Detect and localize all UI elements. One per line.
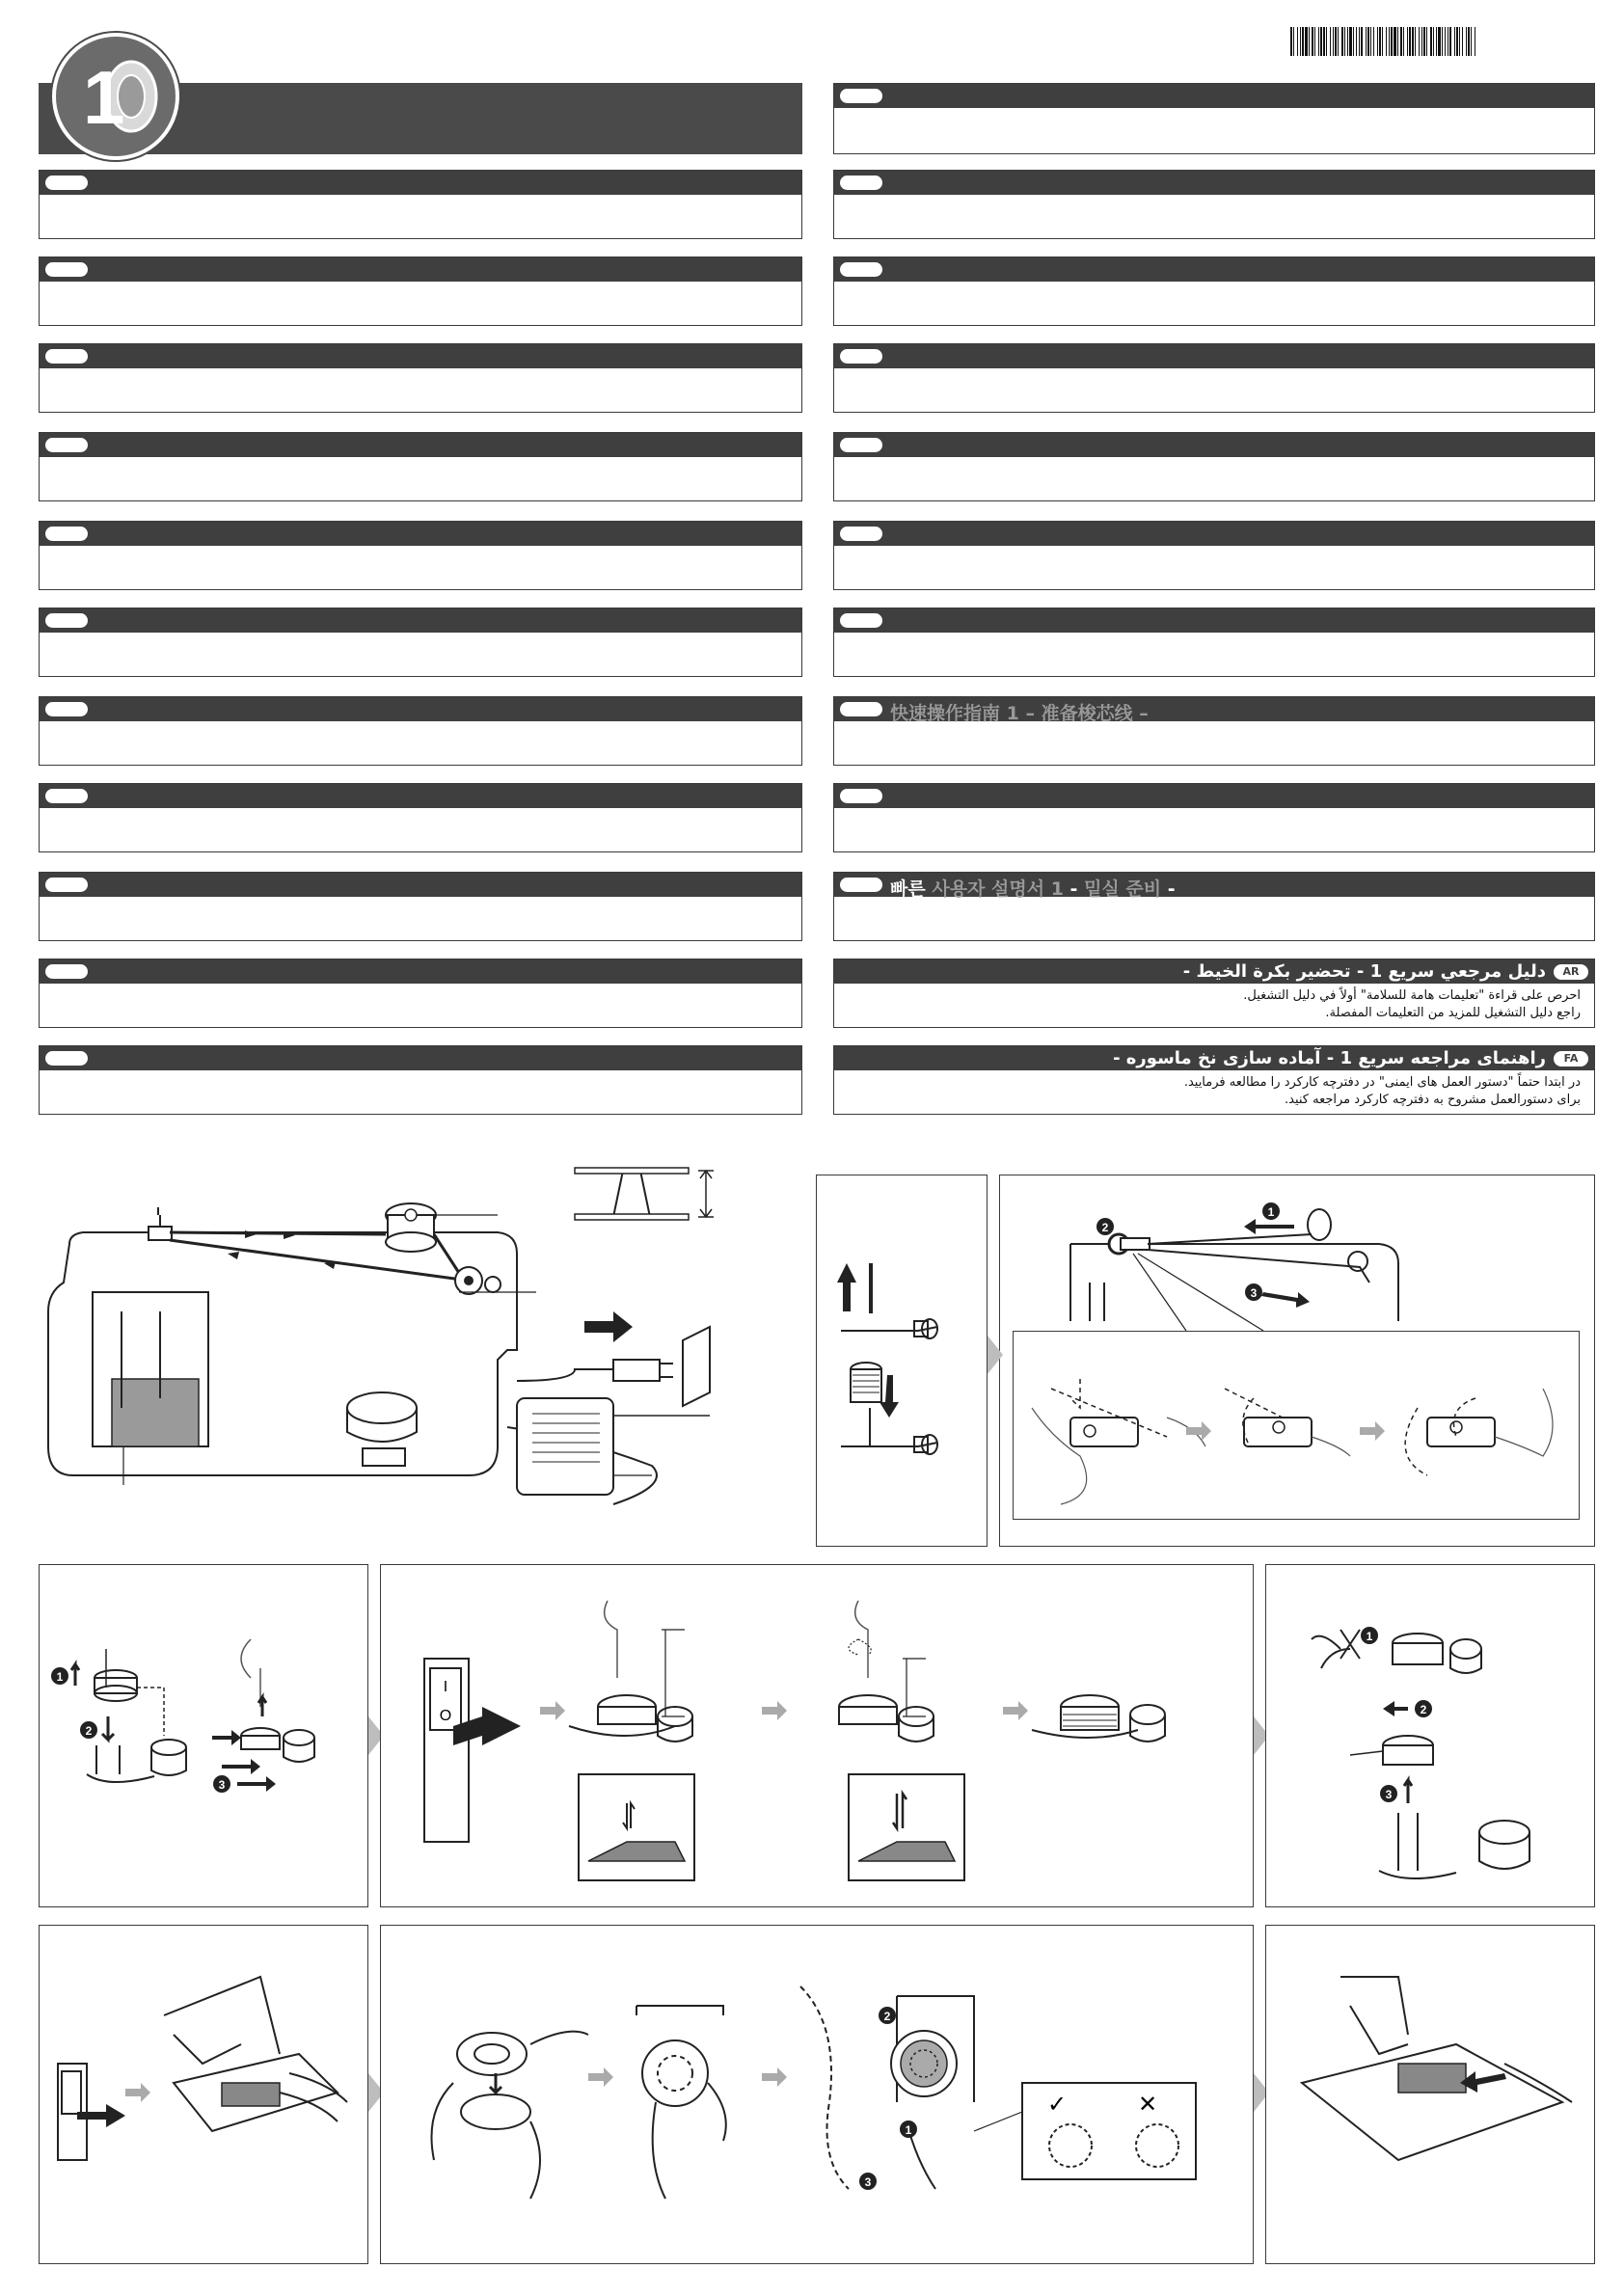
- svg-text:1: 1: [905, 2123, 912, 2137]
- fa-title: راهنمای مراجعه سریع 1 - آماده سازی نخ ماسوره -: [1113, 1048, 1546, 1068]
- step-badge-1: [900, 2120, 917, 2138]
- switch-off-symbol: O: [439, 1708, 452, 1724]
- spool-pin-illustration: [831, 1254, 976, 1466]
- lang-block-left-1: [39, 170, 802, 239]
- lang-block-left-5: [39, 521, 802, 590]
- fa-line-1: در ابتدا حتماً "دستور العمل های ایمنی" در دفترچه کارکرد را مطالعه فرمایید.: [1183, 1075, 1581, 1090]
- lang-block-fa: [833, 1045, 1595, 1115]
- svg-text:3: 3: [218, 1778, 226, 1792]
- lang-block-right-3: [833, 343, 1595, 413]
- thread-guide-detail-illustration: [1022, 1350, 1572, 1514]
- svg-text:1: 1: [56, 1670, 64, 1684]
- lang-block-ar: [833, 959, 1595, 1028]
- lang-block-right-7: [833, 783, 1595, 852]
- svg-text:3: 3: [1250, 1286, 1258, 1300]
- step-badge-2: [1096, 1218, 1114, 1235]
- barcode: [1290, 27, 1475, 56]
- svg-text:2: 2: [85, 1724, 93, 1738]
- cover-close-illustration: [1283, 1967, 1582, 2208]
- step-arrow: [988, 1336, 1003, 1374]
- step-badge-3: [1245, 1283, 1262, 1301]
- step-badge-2: [80, 1721, 97, 1739]
- bobbin-diagram: [569, 1165, 733, 1232]
- bobbin-logo-icon: [56, 37, 176, 156]
- lang-block-left-2: [39, 257, 802, 326]
- zh-title-rest: – 准备梭芯线 –: [1025, 703, 1149, 724]
- lang-block-left-7: [39, 696, 802, 766]
- zh-title-prefix: 快速操作指南: [890, 703, 1001, 724]
- lang-block-right-4: [833, 432, 1595, 501]
- svg-text:2: 2: [883, 2010, 891, 2023]
- lang-block-right-1: [833, 170, 1595, 239]
- step-badge-2: [879, 2007, 896, 2024]
- lang-block-right-0: [833, 83, 1595, 154]
- switch-on-symbol: I: [443, 1679, 448, 1695]
- ko-title-f: -: [1167, 878, 1176, 900]
- bobbin-insert-illustration: [395, 1967, 1244, 2237]
- winding-illustration: [395, 1581, 1244, 1890]
- lang-block-ko: [833, 872, 1595, 941]
- bobbin-placement-illustration: [48, 1630, 357, 1871]
- bobbin-removal-illustration: [1283, 1610, 1582, 1890]
- svg-text:2: 2: [1101, 1221, 1109, 1234]
- lang-block-left-11: [39, 1045, 802, 1115]
- lang-block-zh: [833, 696, 1595, 766]
- lang-block-left-9: [39, 872, 802, 941]
- ko-title-d: 밑실: [1084, 878, 1120, 900]
- fa-code: FA: [1554, 1051, 1588, 1067]
- step-badge-3: [859, 2173, 877, 2190]
- thread-route-illustration: [1013, 1186, 1591, 1331]
- zh-title-num: 1: [1006, 703, 1019, 724]
- lang-block-left-6: [39, 608, 802, 677]
- svg-text:3: 3: [864, 2175, 872, 2189]
- incorrect-cross-mark: ✕: [1137, 2091, 1158, 2118]
- step-badge-1: [51, 1667, 68, 1685]
- fa-line-2: برای دستورالعمل مشروح به دفترچه کارکرد مراجعه کنید.: [1285, 1093, 1581, 1107]
- lang-block-right-6: [833, 608, 1595, 677]
- lang-block-left-8: [39, 783, 802, 852]
- ko-title-c: -: [1069, 878, 1078, 900]
- svg-text:1: 1: [1366, 1630, 1373, 1643]
- lang-block-left-4: [39, 432, 802, 501]
- step-badge-2: [1415, 1700, 1432, 1717]
- svg-text:2: 2: [1420, 1703, 1427, 1716]
- lang-block-left-3: [39, 343, 802, 413]
- step-badge-1: [1262, 1202, 1280, 1220]
- step-badge-1: [1361, 1627, 1378, 1644]
- svg-text:1: 1: [1267, 1205, 1275, 1219]
- ko-title-e: 준비: [1125, 878, 1162, 900]
- step-badge-3: [1380, 1785, 1397, 1802]
- ar-line-1: احرص على قراءة "تعليمات هامة للسلامة" أولاً في دليل التشغيل.: [1243, 988, 1581, 1003]
- ar-code: AR: [1554, 964, 1588, 980]
- power-off-illustration: [48, 1967, 366, 2208]
- svg-text:3: 3: [1385, 1788, 1393, 1801]
- ko-title-a: 빠른: [890, 878, 926, 900]
- logo-number: 1: [83, 55, 125, 140]
- lang-block-left-10: [39, 959, 802, 1028]
- ko-title-b: 사용자 설명서 1: [932, 878, 1064, 900]
- lang-block-right-2: [833, 257, 1595, 326]
- step-badge-3: [213, 1775, 230, 1793]
- logo-badge: [52, 33, 179, 160]
- lang-block-right-5: [833, 521, 1595, 590]
- ar-title: دليل مرجعي سريع 1 - تحضير بكرة الخيط -: [1182, 961, 1546, 982]
- ar-line-2: راجع دليل التشغيل للمزيد من التعليمات المفصلة.: [1325, 1006, 1581, 1020]
- correct-check-mark: ✓: [1046, 2091, 1068, 2118]
